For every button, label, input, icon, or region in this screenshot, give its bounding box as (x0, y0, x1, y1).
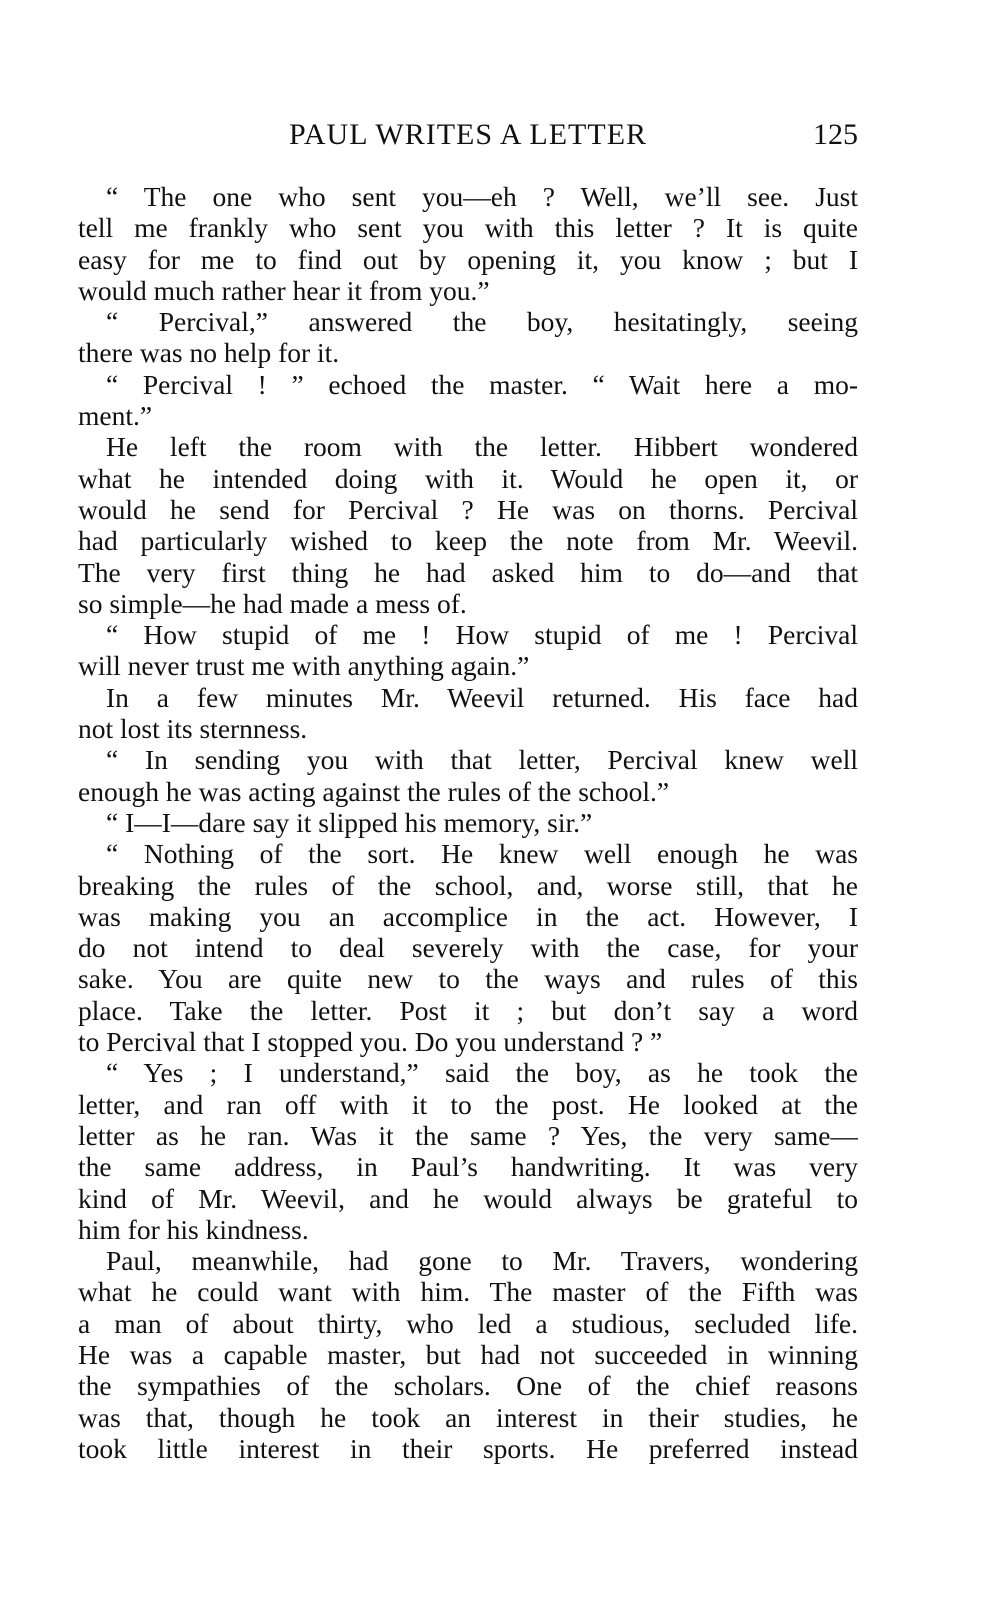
text-line: to Percival that I stopped you. Do you understand ? ” (78, 1026, 663, 1058)
text-line: “ How stupid of me ! How stupid of me ! Percival (106, 619, 858, 651)
text-line: ment.” (78, 400, 153, 432)
text-line: do not intend to deal severely with the case, for your (78, 932, 858, 964)
text-line: sake. You are quite new to the ways and rules of this (78, 963, 858, 995)
text-line: In a few minutes Mr. Weevil returned. His face had (106, 681, 858, 713)
text-line: easy for me to find out by opening it, you know ; but I (78, 243, 858, 275)
text-line: would much rather hear it from you.” (78, 274, 490, 306)
text-line: The very first thing he had asked him to do—and that (78, 556, 858, 588)
text-line: there was no help for it. (78, 337, 340, 369)
text-line: place. Take the letter. Post it ; but don’t say a word (78, 994, 858, 1026)
text-line: Paul, meanwhile, had gone to Mr. Travers, wondering (106, 1245, 858, 1277)
text-line: “ In sending you with that letter, Percival knew well (106, 744, 858, 776)
text-line: “ Yes ; I understand,” said the boy, as he took the (106, 1057, 858, 1089)
body-text (78, 181, 858, 1464)
text-line: letter as he ran. Was it the same ? Yes, the very same— (78, 1119, 858, 1151)
text-line: had particularly wished to keep the note from Mr. Weevil. (78, 525, 858, 557)
text-line: He left the room with the letter. Hibbert wondered (106, 431, 858, 463)
text-line: what he could want with him. The master of the Fifth was (78, 1276, 858, 1308)
text-line: was making you an accomplice in the act. However, I (78, 900, 858, 932)
text-line: was that, though he took an interest in their studies, he (78, 1401, 858, 1433)
text-line: breaking the rules of the school, and, worse still, that he (78, 869, 858, 901)
chapter-title: PAUL WRITES A LETTER (288, 118, 648, 151)
text-line: a man of about thirty, who led a studious, secluded life. (78, 1307, 858, 1339)
text-line: kind of Mr. Weevil, and he would always be grateful to (78, 1182, 858, 1214)
text-line: what he intended doing with it. Would he open it, or (78, 462, 858, 494)
text-line: “ Nothing of the sort. He knew well enough he was (106, 838, 858, 870)
text-line: would he send for Percival ? He was on thorns. Percival (78, 493, 858, 525)
text-line: not lost its sternness. (78, 713, 308, 745)
text-line: him for his kindness. (78, 1213, 309, 1245)
text-line: letter, and ran off with it to the post. He looked at the (78, 1088, 858, 1120)
text-line: “ The one who sent you—eh ? Well, we’ll see. Just (106, 181, 858, 212)
page-number: 125 (813, 118, 858, 151)
text-line: the same address, in Paul’s handwriting. It was very (78, 1151, 858, 1183)
running-head (78, 118, 858, 158)
text-line: took little interest in their sports. He preferred instead (78, 1432, 858, 1464)
text-line: He was a capable master, but had not succeeded in winning (78, 1338, 858, 1370)
text-line: “ Percival,” answered the boy, hesitatingly, seeing (106, 306, 858, 338)
text-line: will never trust me with anything again.” (78, 650, 530, 682)
text-line: so simple—he had made a mess of. (78, 587, 467, 619)
text-line: “ I—I—dare say it slipped his memory, sir.” (106, 806, 593, 838)
text-line: the sympathies of the scholars. One of the chief reasons (78, 1370, 858, 1402)
text-line: enough he was acting against the rules of the school.” (78, 775, 670, 807)
text-line: “ Percival ! ” echoed the master. “ Wait here a mo- (106, 368, 858, 400)
text-line: tell me frankly who sent you with this letter ? It is quite (78, 212, 858, 244)
